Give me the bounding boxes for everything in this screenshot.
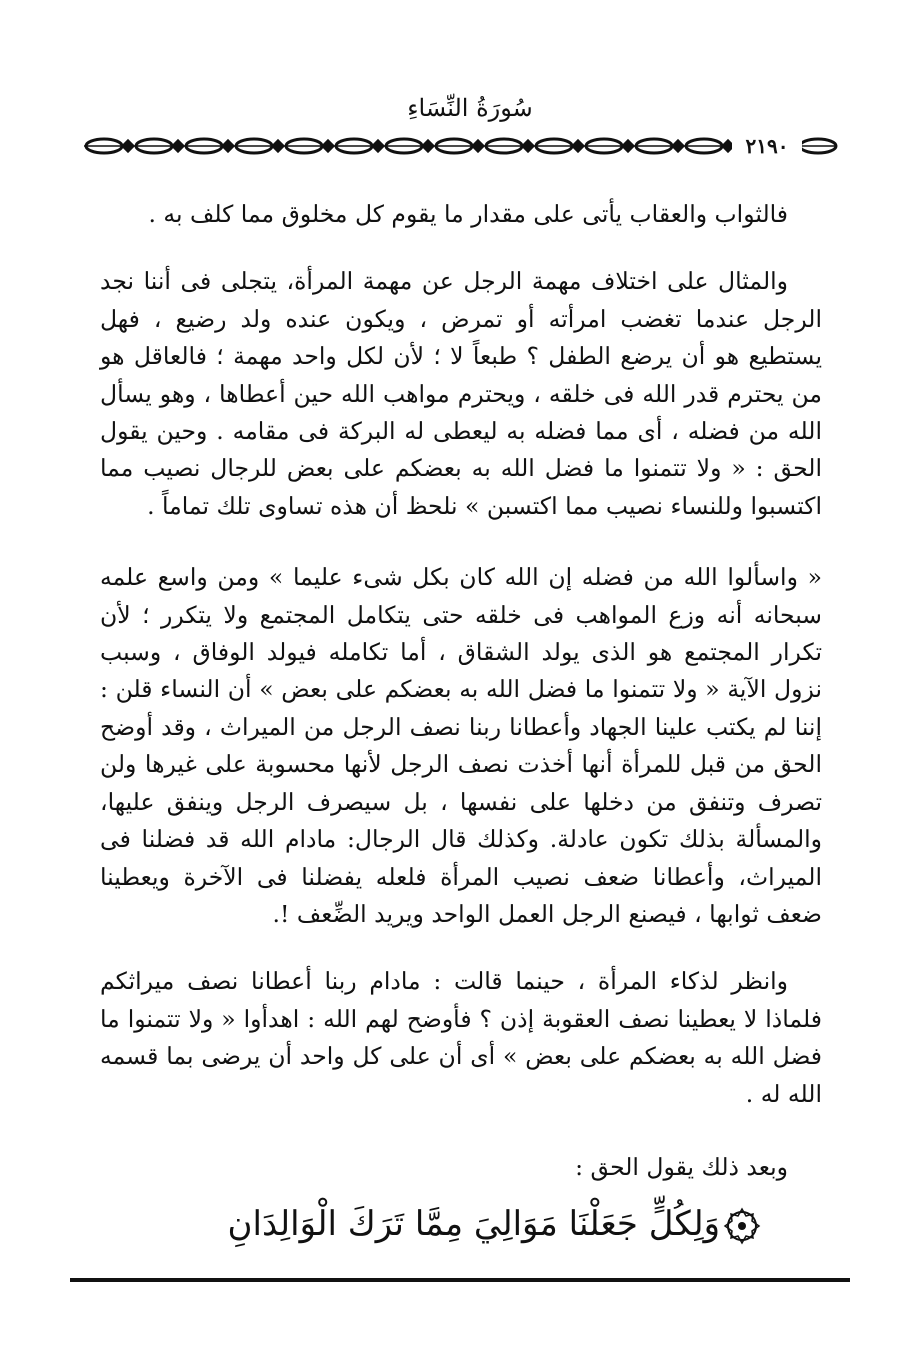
verse-ornament-icon [722,1206,762,1246]
paragraph-3: « واسألوا الله من فضله إن الله كان بكل شىء عليما » ومن واسع علمه سبحانه أنه وزع المواهب فى خلقه حتى يتكامل المجتمع ولا يتكرر ؛ لأن تكرار المجتمع هو الذى يولد الشقاق ، أما تكامله فيولد الوفاق ، وسبب نزول الآية « ولا تتمنوا ما فضل الله به بعضكم على بعض » أن النساء قلن : إننا لم يكتب علينا الجهاد وأعطانا ربنا نصف الرجل من الميراث ، وقد أوضح الحق من قبل للمرأة أنها أخذت نصف الرجل لأنها محسوبة على غيرها ولن تصرف وتنفق من دخلها على نفسها ، بل سيصرف الرجل وينفق عليها، والمسألة بذلك تكون عادلة. وكذلك قال الرجال: مادام الله قد فضلنا فى الميراث، وأعطانا ضعف نصيب المرأة فلعله يفضلنا فى الآخرة ويعطينا ضعف ثوابها ، فيصنع الرجل العمل الواحد ويريد الضِّعف !. [100,563,822,928]
quran-verse: وَلِكُلٍّ جَعَلْنَا مَوَالِيَ مِمَّا تَرَكَ الْوَالِدَانِ [227,1204,720,1244]
header-ornament-border [80,128,840,164]
footer-rule [70,1278,850,1282]
paragraph-5: وبعد ذلك يقول الحق : [575,1152,788,1181]
paragraph-1: فالثواب والعقاب يأتى على مقدار ما يقوم كل مخلوق مما كلف به . [148,200,788,228]
body-text [100,196,822,1186]
paragraph-4: وانظر لذكاء المرأة ، حينما قالت : مادام ربنا أعطانا نصف ميراثكم فلماذا لا يعطينا نصف العقوبة إذن ؟ فأوضح لهم الله : اهدأوا « ولا تتمنوا ما فضل الله به بعضكم على بعض » أى أن على كل واحد أن يرضى بما قسمه الله له . [100,967,822,1108]
paragraph-2: والمثال على اختلاف مهمة الرجل عن مهمة المرأة، يتجلى فى أننا نجد الرجل عندما تغضب امرأته أو تمرض ، ويكون عنده ولد رضيع ، فهل يستطيع هو أن يرضع الطفل ؟ طبعاً لا ؛ لأن لكل واحد مهمة ؛ فالعاقل هو من يحترم قدر الله فى خلقه ، ويحترم مواهب الله حين أعطاها ، وهو يسأل الله من فضله ، أى مما فضله به ليعطى له البركة فى مقامه . وحين يقول الحق : « ولا تتمنوا ما فضل الله به بعضكم على بعض للرجال نصيب مما اكتسبوا وللنساء نصيب مما اكتسبن » نلحظ أن هذه تساوى تلك تماماً . [100,267,822,520]
page-number: ٢١٩٠ [732,132,802,160]
surah-title: سُورَةُ النِّسَاءِ [407,94,533,122]
